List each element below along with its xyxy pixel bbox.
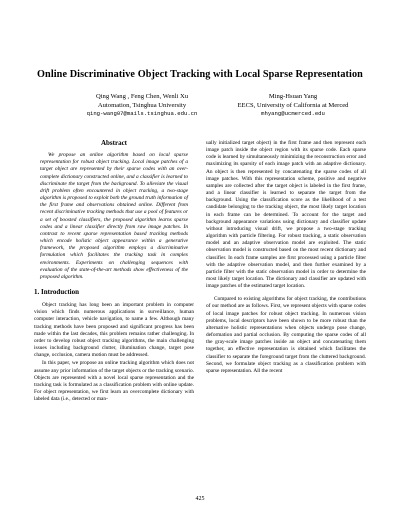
body-paragraph: ually initialized target object) in the first frame and then represent each image patch inside the object region with its sparse code. Each sparse code is learned by simultaneously minimizing the reconstruction error and maximizing its sparsity of each image patch with an adaptive dictionary. An object is then represented by concatenating the sparse codes of all image patches. With this representation scheme, positive and negative samples are collected after the target object is labeled in the first frame, and a linear classifier is learned to separate the target from the background. Using the classification score as the likelihood of a test candidate belonging to the tracking object, the most likely target location in each frame can be determined. To account for the target and background appearance variations using dictionary and classifier update without introducing visual drift, we propose a two-stage tracking algorithm with particle filtering. For robust tracking, a static observation model and an adaptive observation model are exploited. The static observation model is constructed based on the most recent dictionary and classifier. In each frame samples are first processed using a particle filter with the adaptive observation model, and then further examined by a particle filter with the static observation model in order to determine the most likely target location. The dictionary and classifier are updated with image patches of the estimated target location. [206,140,366,290]
author-affiliation: EECS, University of California at Merced [237,101,349,109]
right-column [206,140,366,375]
author-email: qing-wang07@mails.tsinghua.edu.cn [86,110,198,118]
author-affiliation: Automation, Tsinghua University [97,101,187,109]
left-column [34,140,194,403]
author-names: Qing Wang , Feng Chen, Wenli Xu [95,93,189,100]
body-paragraph: Object tracking has long been an important problem in computer vision which finds numerous applications in surveillance, human computer interaction, vehicle navigation, to name a few. Although many tracking methods have been proposed and significant progress has been made within the last decades, this problem remains rather challenging. In order to develop robust object tracking algorithms, the main challenging issues including background clutter, illumination change, target pose change, occlusion, camera motion must be addressed. [34,302,194,359]
paper-title: Online Discriminative Object Tracking with Local Sparse Representation [37,69,363,80]
author-block-left [72,93,212,119]
introduction-heading: 1. Introduction [34,287,79,296]
page-number: 425 [195,496,205,502]
body-paragraph: In this paper, we propose an online tracking algorithm which does not assume any prior information of the target objects or the tracking scenario. Objects are represented with a novel local sparse representation and the tracking task is formulated as a classification problem with online update. For object representation, we first learn an overcomplete dictionary with labeled data (i.e., detected or man- [34,360,194,403]
author-email: mhyang@ucmerced.edu [261,110,325,118]
abstract-paragraph: We propose an online algorithm based on local sparse representation for robust object tracking. Local image patches of a target object are represented by their sparse codes with an over-complete dictionary constructed online, and a classifier is learned to discriminate the target from the background. To alleviate the visual drift problem often encountered in object tracking, a two-stage algorithm is proposed to exploit both the ground truth information of the first frame and observations obtained online. Different from recent discriminative tracking methods that use a pool of features or a set of boosted classifiers, the proposed algorithm learns sparse codes and a linear classifier directly from raw image patches. In contrast to recent sparse representation based tracking methods which encode holistic object appearance within a generative framework, the proposed algorithm employs a discriminative formulation which facilitates the tracking task in complex environments. Experiments on challenging sequences with evaluation of the state-of-the-art methods show effectiveness of the proposed algorithm. [40,152,188,280]
abstract-text [34,152,194,281]
author-block-right [218,93,368,119]
body-paragraph: Compared to existing algorithms for object tracking, the contributions of our method are as follows. First, we represent objects with sparse codes of local image patches for robust object tracking. In numerous vision problems, local descriptors have been shown to be more robust than the alternative holistic representations when objects undergo pose change, deformation and partial occlusion. By computing the sparse codes of all the gray-scale image patches inside an object and concatenating them together, an effective representation is obtained which facilitates the classifier to separate the foreground target from the cluttered background. Second, we formulate object tracking as a classification problem with sparse representation. All the recent [206,296,366,374]
abstract-heading: Abstract [100,139,128,147]
author-names: Ming-Hsuan Yang [268,93,318,100]
